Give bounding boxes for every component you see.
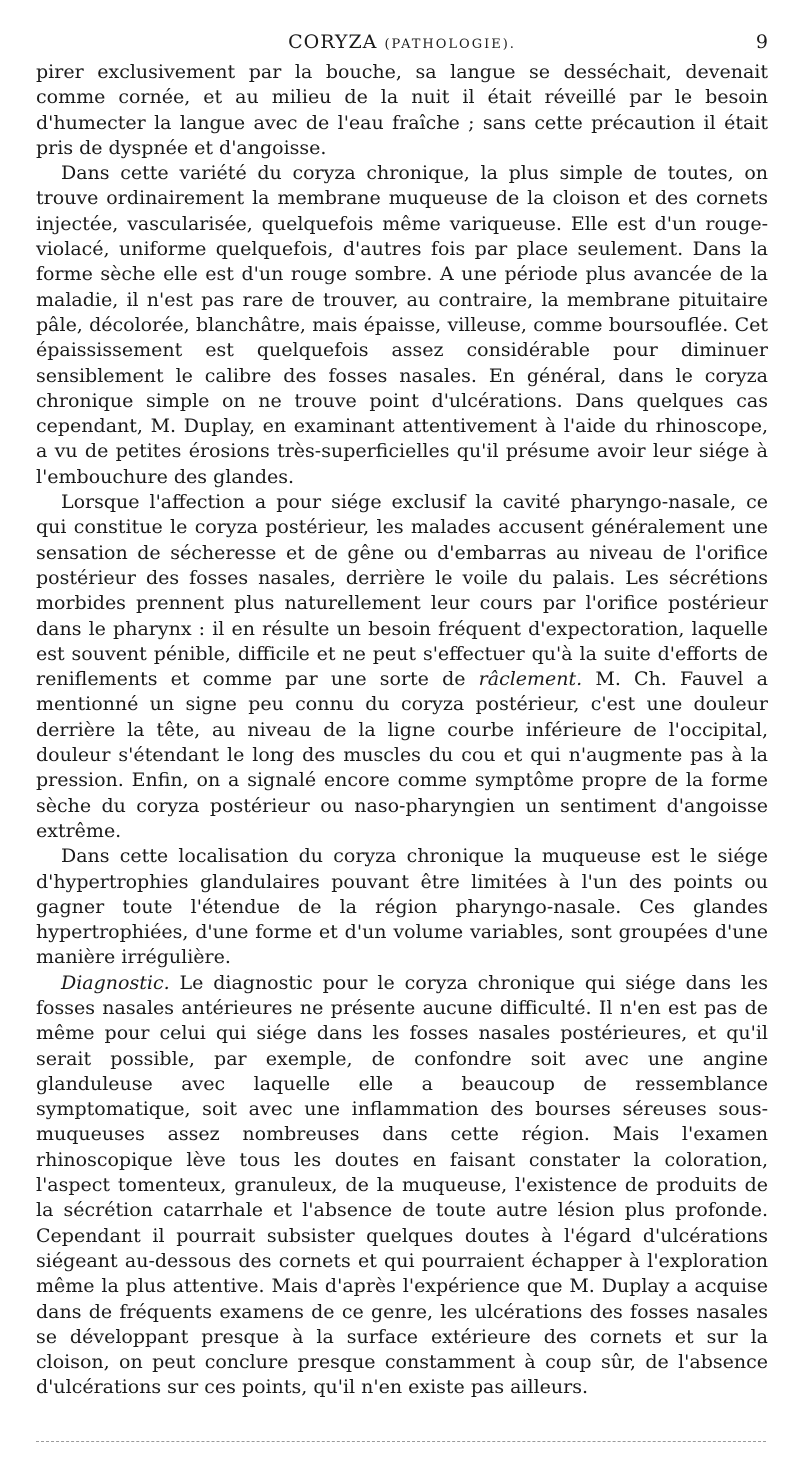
footer-rule xyxy=(36,1441,766,1442)
running-title-main: CORYZA xyxy=(288,31,378,53)
paragraph-posterior-coryza xyxy=(36,490,768,844)
running-header xyxy=(36,28,768,60)
paragraph-diagnostic xyxy=(36,971,768,1401)
page xyxy=(36,28,768,1401)
paragraph-chronic-coryza: Dans cette variété du coryza chronique, la plus simple de toutes, on trouve ordinairement la membrane muqueuse de la cloison et des cornets injectée, vascularisée, quelquefois même variqueuse. Elle est d'un rouge-violacé, uniforme quelquefois, d'autres fois par place seulement. Dans la forme sèche elle est d'un rouge sombre. A une période plus avancée de la maladie, il n'est pas rare de trouver, au contraire, la membrane pituitaire pâle, décolorée, blanchâtre, mais épaisse, villeuse, comme boursouflée. Cet épaississement est quelquefois assez considérable pour diminuer sensiblement le calibre des fosses nasales. En général, dans le coryza chronique simple on ne trouve point d'ulcérations. Dans quelques cas cependant, M. Duplay, en examinant attentivement à l'aide du rhinoscope, a vu de petites érosions très-superficielles qu'il présume avoir leur siége à l'embouchure des glandes. xyxy=(36,162,768,488)
paragraph-posterior-coryza-part1: Lorsque l'affection a pour siége exclusif la cavité pharyngo-nasale, ce qui constitue le coryza postérieur, les malades accusent généralement une sensation de sécheresse et de gêne ou d'embarras au niveau de l'orifice postérieur des fosses nasales, derrière le voile du palais. Les sécrétions morbides prennent plus naturellement leur cours par l'orifice postérieur dans le pharynx : il en résulte un besoin fréquent d'expectoration, laquelle est souvent pénible, difficile et ne peut s'effectuer qu'à la suite d'efforts de reniflements et comme par une sorte de xyxy=(36,491,768,691)
paragraph-glandular-hypertrophy: Dans cette localisation du coryza chronique la muqueuse est le siége d'hypertrophies glandulaires pouvant être limitées à l'un des points ou gagner toute l'étendue de la région pharyngo-nasale. Ces glandes hypertrophiées, d'une forme et d'un volume variables, sont groupées d'une manière irrégulière. xyxy=(36,845,768,969)
body-text xyxy=(36,60,768,1401)
page-number: 9 xyxy=(755,31,768,53)
running-title xyxy=(288,31,516,53)
paragraph-diagnostic-text: Le diagnostic pour le coryza chronique qui siége dans les fosses nasales antérieures ne présente aucune difficulté. Il n'en est pas de même pour celui qui siége dans les fosses nasales postérieures, et qu'il serait possible, par exemple, de confondre soit avec une angine glanduleuse avec laquelle elle a beaucoup de ressemblance symptomatique, soit avec une inflammation des bourses séreuses sous-muqueuses assez nombreuses dans cette région. Mais l'examen rhinoscopique lève tous les doutes en faisant constater la coloration, l'aspect tomenteux, granuleux, de la muqueuse, l'existence de produits de la sécrétion catarrhale et l'absence de toute autre lésion plus profonde. Cependant il pourrait subsister quelques doutes à l'égard d'ulcérations siégeant au-dessous des cornets et qui pourraient échapper à l'exploration même la plus attentive. Mais d'après l'expérience que M. Duplay a acquise dans de fréquents examens de ce genre, les ulcérations des fosses nasales se développant presque à la surface extérieure des cornets et sur la cloison, on peut conclure presque constamment à coup sûr, de l'absence d'ulcérations sur ces points, qu'il n'en existe pas ailleurs. xyxy=(36,971,768,1399)
italic-term-raclement: râclement. xyxy=(478,668,583,691)
section-heading-diagnostic: Diagnostic. xyxy=(61,971,170,994)
running-title-section: (PATHOLOGIE). xyxy=(384,37,516,52)
paragraph-posterior-coryza-part2: M. Ch. Fauvel a mentionné un signe peu connu du coryza postérieur, c'est une douleur derrière la tête, au niveau de la ligne courbe inférieure de l'occipital, douleur s'étendant le long des muscles du cou et qui n'augmente pas à la pression. Enfin, on a signalé encore comme symptôme propre de la forme sèche du coryza postérieur ou naso-pharyngien un sentiment d'angoisse extrême. xyxy=(36,668,768,842)
paragraph-continuation: pirer exclusivement par la bouche, sa langue se desséchait, devenait comme cornée, et au milieu de la nuit il était réveillé par le besoin d'humecter la langue avec de l'eau fraîche ; sans cette précaution il était pris de dyspnée et d'angoisse. xyxy=(36,61,768,159)
